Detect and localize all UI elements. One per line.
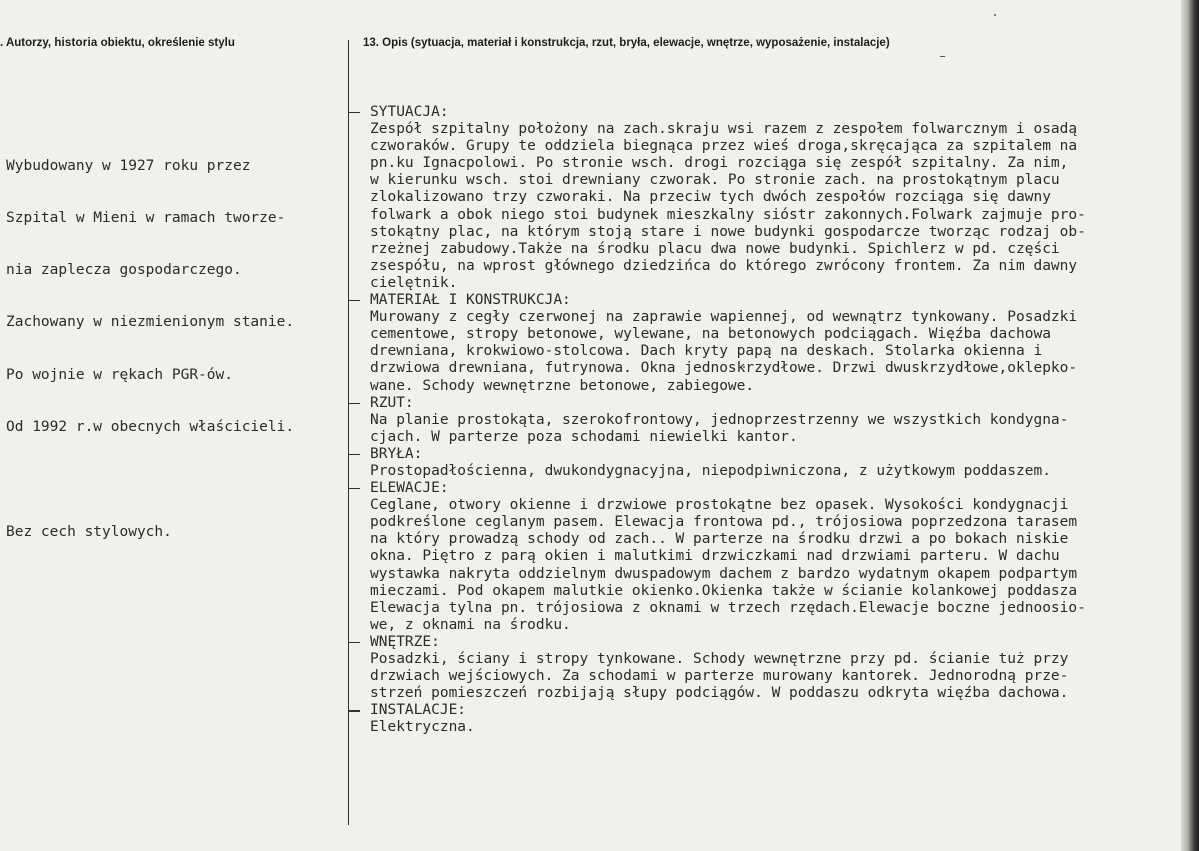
section-text-line: czworaków. Grupy te oddziela biegnąca przez wieś droga,skręcająca za szpitalem na	[370, 138, 1078, 155]
section-dash	[348, 642, 360, 643]
section-title: SYTUACJA:	[370, 104, 449, 120]
section-text-line: Ceglane, otwory okienne i drzwiowe prostokątne bez opasek. Wysokości kondygnacji	[370, 497, 1069, 514]
section-text-line: pn.ku Ignacpolowi. Po stronie wsch. drogi rozciąga się zespół szpitalny. Za nim,	[370, 155, 1069, 172]
section-text-line: cementowe, stropy betonowe, wylewane, na betonowych podciągach. Więźba dachowa	[370, 326, 1051, 343]
section-text-line: zsespółu, na wprost głównego dziedzińca do którego zwrócony frontem. Za nim dawny	[370, 257, 1078, 274]
scan-speck	[994, 14, 996, 16]
section-title: BRYŁA:	[370, 445, 423, 462]
section-text-line: stokątny plac, na którym stoją stare i nowe budynki gospodarcze tworząc rodzaj ob-	[370, 223, 1086, 240]
section-text-line: folwark a obok niego stoi budynek mieszkalny sióstr zakonnych.Folwark zajmuje pro-	[370, 206, 1086, 223]
section-text-line: rzeżnej zabudowy.Także na środku placu dwa nowe budynki. Spichlerz w pd. części	[370, 240, 1060, 257]
section-heading	[348, 480, 1188, 497]
history-text	[6, 123, 344, 559]
section-text-line: Prostopadłościenna, dwukondygnacyjna, niepodpiwniczona, z użytkowym poddaszem.	[370, 462, 1051, 479]
section-text-line: we, z oknami na środku.	[370, 616, 571, 633]
paragraph-gap	[6, 471, 344, 489]
description-text	[348, 104, 1188, 736]
section-text-line: wane. Schody wewnętrzne betonowe, zabiegowe.	[370, 377, 755, 394]
section-title: INSTALACJE:	[370, 702, 467, 719]
left-header-prefix: . Autorzy,	[0, 37, 55, 49]
history-line: Wybudowany w 1927 roku przez	[6, 157, 251, 174]
section-text-line: cjach. W parterze poza schodami niewielki kantor.	[370, 428, 798, 445]
section-heading	[348, 702, 1188, 719]
section-text-line: drewniana, krokwiowo-stolcowa. Dach kryty papą na deskach. Stolarka okienna i	[370, 343, 1043, 360]
section-text-line: okna. Piętro z parą okien i malutkimi drzwiczkami nad drzwiami parteru. W dachu	[370, 548, 1060, 565]
left-column-header	[0, 37, 235, 49]
history-line: Zachowany w niezmienionym stanie.	[6, 314, 295, 331]
right-column-header: 13. Opis (sytuacja, materiał i konstrukcja, rzut, bryła, elewacje, wnętrze, wyposażenie, instalacje)	[363, 37, 890, 49]
section-text-line: Murowany z cegły czerwonej na zaprawie wapiennej, od wewnątrz tynkowany. Posadzki	[370, 309, 1078, 326]
section-title: ELEWACJE:	[370, 480, 449, 497]
section-text-line: zlokalizowano trzy czworaki. Na przeciw tych dwóch zespołów rozciąga się dawny	[370, 189, 1051, 206]
section-heading	[348, 292, 1188, 309]
section-title: RZUT:	[370, 394, 414, 411]
section-dash	[348, 300, 360, 301]
section-heading	[348, 446, 1188, 463]
section-text-line: cielętnik.	[370, 274, 458, 291]
section-text-line: wystawka nakryta oddzielnym dwuspadowym dachem z bardzo wydatnym okapem podpartym	[370, 565, 1078, 582]
history-line: nia zaplecza gospodarczego.	[6, 262, 242, 279]
section-text-line: na który prowadzą schody od zach.. W parterze na środku drzwi a po bokach niskie	[370, 531, 1069, 548]
style-note: Bez cech stylowych.	[6, 523, 172, 540]
section-heading	[348, 104, 1188, 121]
history-line: Po wojnie w rękach PGR-ów.	[6, 366, 233, 383]
section-text-line: Posadzki, ściany i stropy tynkowane. Schody wewnętrzne przy pd. ścianie tuż przy	[370, 651, 1069, 667]
section-dash	[348, 403, 360, 404]
section-text-line: Elewacja tylna pn. trójosiowa z oknami w trzech rzędach.Elewacje boczne jednoosio-	[370, 599, 1086, 616]
section-heading	[348, 395, 1188, 412]
section-text-line: Elektryczna.	[370, 719, 475, 736]
section-text-line: Zespół szpitalny położony na zach.skraju wsi razem z zespołem folwarcznym i osadą	[370, 121, 1078, 138]
section-dash	[348, 112, 360, 113]
section-text-line: w kierunku wsch. stoi drewniany czworak. Po stronie zach. na prostokątnym placu	[370, 172, 1060, 189]
section-title: MATERIAŁ I KONSTRUKCJA:	[370, 292, 571, 309]
section-text-line: Na planie prostokąta, szerokofrontowy, jednoprzestrzenny we wszystkich kondygna-	[370, 411, 1069, 428]
history-line: Od 1992 r.w obecnych właścicieli.	[6, 418, 295, 435]
section-text-line: podkreślone ceglanym pasem. Elewacja frontowa pd., trójosiowa poprzedzona tarasem	[370, 514, 1078, 531]
history-line: Szpital w Mieni w ramach tworze-	[6, 210, 286, 227]
left-header-bold: historia	[54, 37, 98, 49]
section-title: WNĘTRZE:	[370, 633, 440, 650]
section-text-line: mieczami. Pod okapem malutkie okienko.Okienka także w ścianie kolankowej poddasza	[370, 582, 1078, 599]
section-text-line: drzwiowa drewniana, futrynowa. Okna jednoskrzydłowe. Drzwi dwuskrzydłowe,oklepko-	[370, 360, 1078, 377]
section-dash	[348, 710, 360, 711]
left-header-rest: obiektu, określenie stylu	[97, 37, 235, 49]
scan-speck	[940, 56, 945, 57]
section-text-line: strzeń pomieszczeń rozbijają słupy podciągów. W poddaszu odkryta więźba dachowa.	[370, 685, 1069, 702]
section-dash	[348, 454, 360, 455]
section-dash	[348, 488, 360, 489]
section-heading	[348, 634, 1188, 651]
section-text-line: drzwiach wejściowych. Za schodami w parterze murowany kantorek. Jednorodną prze-	[370, 668, 1069, 685]
